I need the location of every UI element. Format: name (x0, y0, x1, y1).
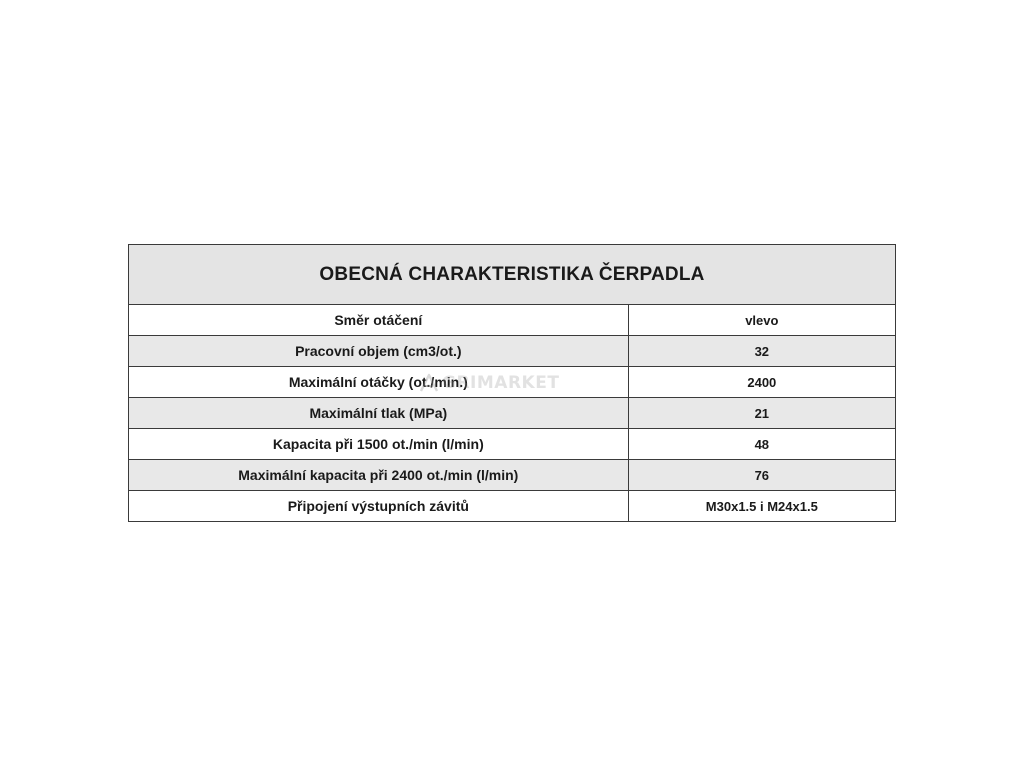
row-label: Maximální otáčky (ot./min.) (129, 367, 629, 398)
row-label: Připojení výstupních závitů (129, 491, 629, 522)
row-label: Maximální kapacita při 2400 ot./min (l/min) (129, 460, 629, 491)
row-value: 76 (628, 460, 895, 491)
row-label: Kapacita při 1500 ot./min (l/min) (129, 429, 629, 460)
table-row-capacity-2400 (129, 460, 896, 491)
row-label: Směr otáčení (129, 305, 629, 336)
watermark-text: GRIMARKET (442, 373, 560, 393)
row-value: 21 (628, 398, 895, 429)
table-row-rotation (129, 305, 896, 336)
row-value: 32 (628, 336, 895, 367)
table-title: OBECNÁ CHARAKTERISTIKA ČERPADLA (129, 245, 896, 305)
row-value: 48 (628, 429, 895, 460)
row-value: M30x1.5 i M24x1.5 (628, 491, 895, 522)
table-row-max-pressure (129, 398, 896, 429)
row-value: 2400 (628, 367, 895, 398)
row-value: vlevo (628, 305, 895, 336)
table-row-displacement (129, 336, 896, 367)
table-row-capacity-1500 (129, 429, 896, 460)
table-row-max-speed (129, 367, 896, 398)
row-label: Maximální tlak (MPa) (129, 398, 629, 429)
row-label: Pracovní objem (cm3/ot.) (129, 336, 629, 367)
table-title-row (129, 245, 896, 305)
pump-characteristics-table (128, 244, 896, 522)
table-row-thread-connection (129, 491, 896, 522)
